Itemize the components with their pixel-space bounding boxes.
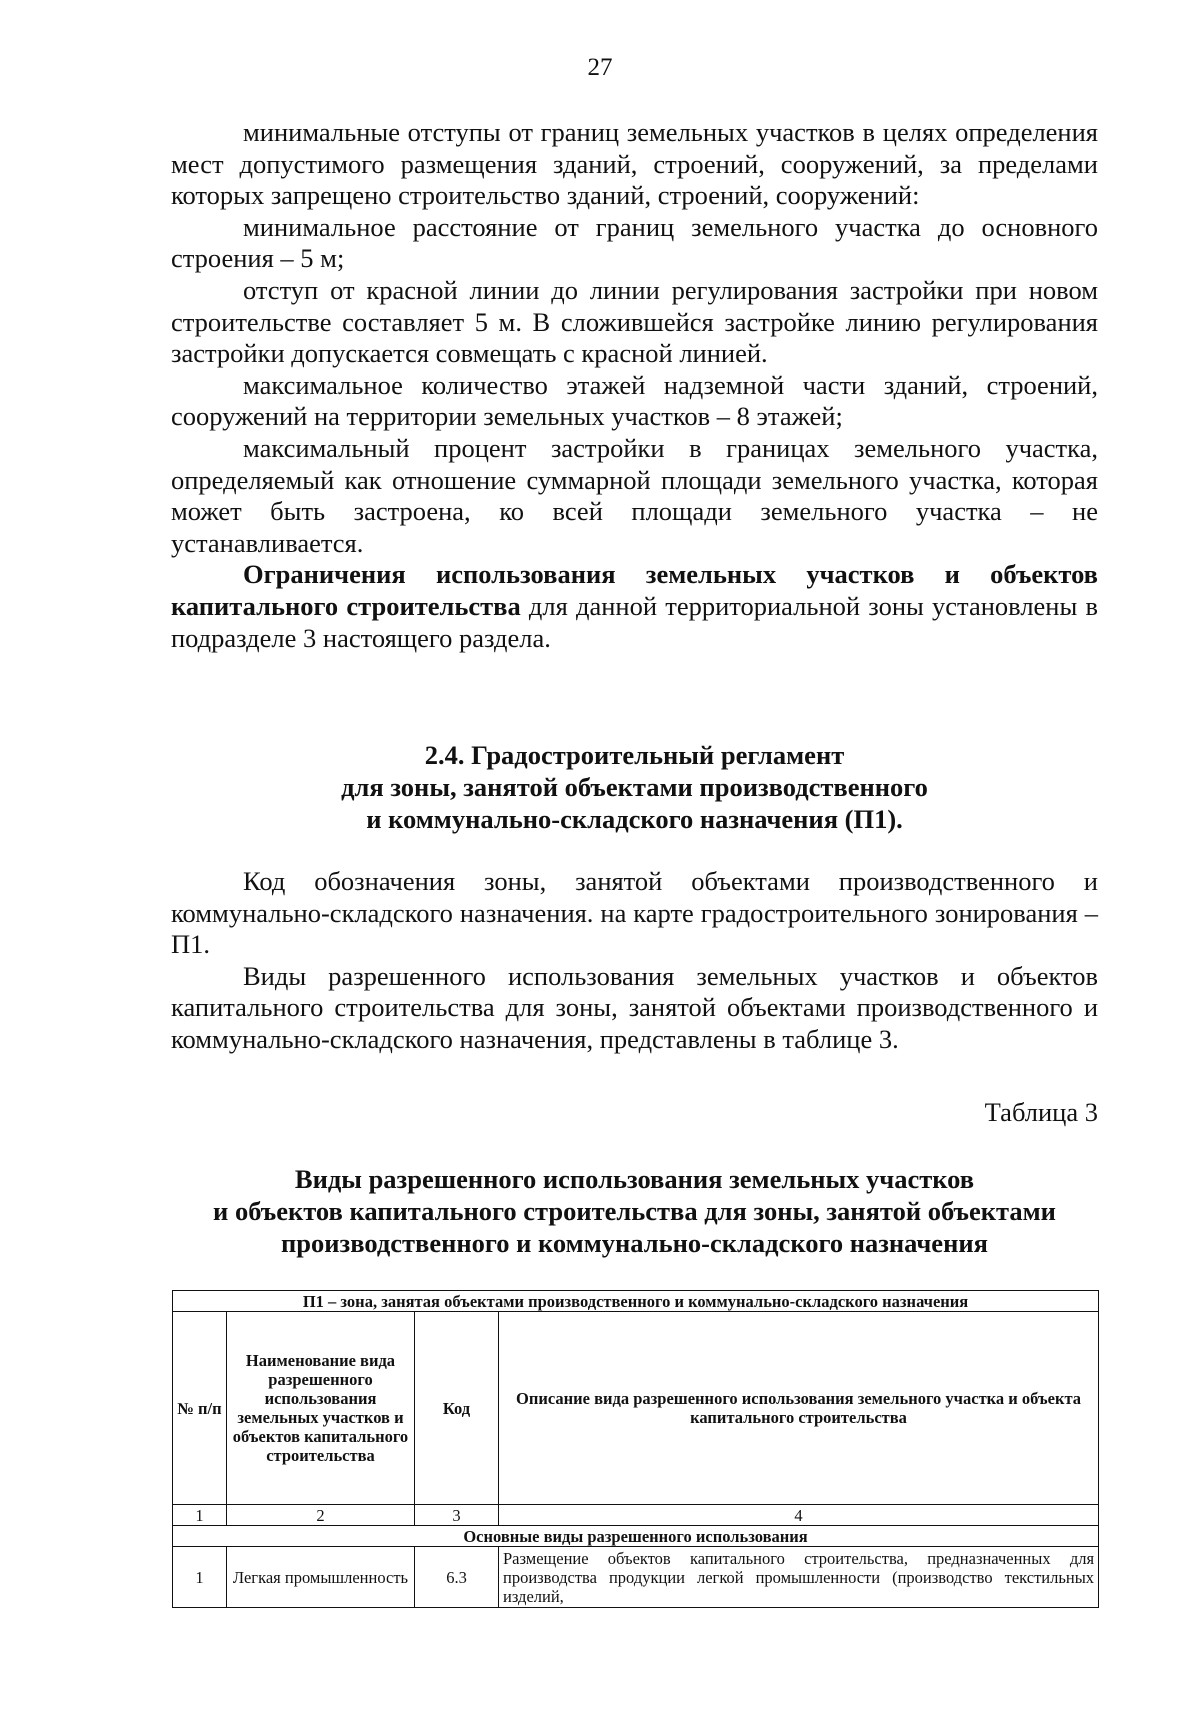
column-number: 2 xyxy=(227,1505,415,1526)
zone-table xyxy=(172,1290,1099,1608)
paragraph: максимальное количество этажей надземной части зданий, строений, сооружений на территории земельных участков – 8 этажей; xyxy=(171,369,1098,432)
row-name: Легкая промышленность xyxy=(227,1547,415,1608)
section-heading-line: для зоны, занятой объектами производственного xyxy=(341,772,928,802)
column-number: 4 xyxy=(499,1505,1099,1526)
body-text-top xyxy=(171,117,1098,654)
row-description: Размещение объектов капитального строительства, предназначенных для производства продукции легкой промышленности (производство текстильных изделий, xyxy=(499,1547,1099,1608)
column-number: 3 xyxy=(415,1505,499,1526)
restrictions-paragraph xyxy=(171,559,1098,654)
zone-header-cell: П1 – зона, занятая объектами производственного и коммунально-складского назначения xyxy=(173,1291,1099,1312)
table-row xyxy=(173,1547,1099,1608)
restrictions-rest: для данной территориальной зоны установлены в подразделе 3 настоящего раздела. xyxy=(171,590,1098,653)
column-header-row xyxy=(173,1312,1099,1505)
column-number-row xyxy=(173,1505,1099,1526)
paragraph: Виды разрешенного использования земельных участков и объектов капитального строительства для зоны, занятой объектами производственного и коммунально-складского назначения, представлены в таблице 3. xyxy=(171,960,1098,1054)
column-header-description: Описание вида разрешенного использования земельного участка и объекта капитального строительства xyxy=(499,1312,1099,1505)
column-header-name: Наименование вида разрешенного использования земельных участков и объектов капитального строительства xyxy=(227,1312,415,1505)
column-header-code: Код xyxy=(415,1312,499,1505)
restrictions-bold: Ограничения использования земельных участков и объектов капитального строительства xyxy=(171,559,1098,621)
paragraph: отступ от красной линии до линии регулирования застройки при новом строительстве составляет 5 м. В сложившейся застройке линию регулирования застройки допускается совмещать с красной линией. xyxy=(171,274,1098,369)
table-title-line: и объектов капитального строительства для зоны, занятой объектами xyxy=(213,1196,1056,1226)
row-num: 1 xyxy=(173,1547,227,1608)
paragraph: Код обозначения зоны, занятой объектами производственного и коммунально-складского назначения. на карте градостроительного зонирования – П1. xyxy=(171,866,1098,960)
body-text-mid xyxy=(171,866,1098,1056)
column-header-num: № п/п xyxy=(173,1312,227,1505)
row-code: 6.3 xyxy=(415,1547,499,1608)
page-number: 27 xyxy=(587,54,613,81)
table-title-line: производственного и коммунально-складского назначения xyxy=(281,1228,988,1258)
paragraph: максимальный процент застройки в границах земельного участка, определяемый как отношение суммарной площади земельного участка, которая может быть застроена, ко всей площади земельного участка – не устанавливается. xyxy=(171,432,1098,558)
table-title-line: Виды разрешенного использования земельных участков xyxy=(294,1164,975,1194)
table-title xyxy=(171,1163,1098,1259)
group-header-cell: Основные виды разрешенного использования xyxy=(173,1526,1099,1547)
column-number: 1 xyxy=(173,1505,227,1526)
paragraph: минимальное расстояние от границ земельного участка до основного строения – 5 м; xyxy=(171,211,1098,274)
zone-header-row xyxy=(173,1291,1099,1312)
section-heading xyxy=(171,739,1098,835)
paragraph: минимальные отступы от границ земельных участков в целях определения мест допустимого размещения зданий, строений, сооружений, за пределами которых запрещено строительство зданий, строений, сооружений: xyxy=(171,117,1098,211)
table-caption: Таблица 3 xyxy=(984,1097,1098,1127)
section-heading-line: 2.4. Градостроительный регламент xyxy=(424,740,845,770)
section-heading-line: и коммунально-складского назначения (П1). xyxy=(366,804,903,834)
group-header-row xyxy=(173,1526,1099,1547)
